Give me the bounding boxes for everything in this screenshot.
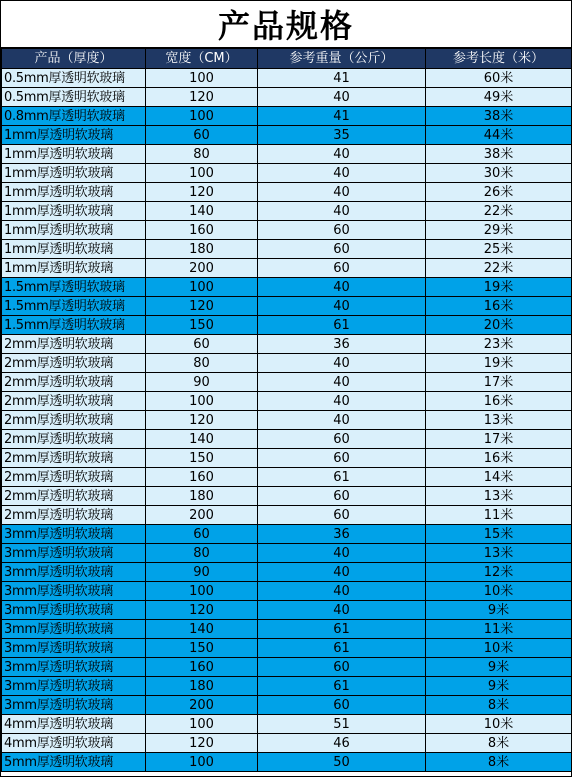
cell-weight: 60 bbox=[258, 658, 426, 677]
cell-length: 22米 bbox=[426, 202, 572, 221]
cell-width: 150 bbox=[146, 316, 258, 335]
cell-weight: 41 bbox=[258, 107, 426, 126]
cell-product: 2mm厚透明软玻璃 bbox=[2, 487, 146, 506]
table-row bbox=[2, 354, 572, 373]
cell-weight: 61 bbox=[258, 639, 426, 658]
cell-length: 16米 bbox=[426, 392, 572, 411]
cell-width: 140 bbox=[146, 202, 258, 221]
table-row bbox=[2, 107, 572, 126]
table-row bbox=[2, 392, 572, 411]
cell-weight: 61 bbox=[258, 620, 426, 639]
cell-product: 3mm厚透明软玻璃 bbox=[2, 525, 146, 544]
cell-width: 140 bbox=[146, 430, 258, 449]
cell-width: 180 bbox=[146, 240, 258, 259]
table-row bbox=[2, 221, 572, 240]
cell-product: 5mm厚透明软玻璃 bbox=[2, 753, 146, 772]
table-row bbox=[2, 202, 572, 221]
table-row bbox=[2, 601, 572, 620]
cell-product: 4mm厚透明软玻璃 bbox=[2, 734, 146, 753]
table-row bbox=[2, 145, 572, 164]
table-row bbox=[2, 506, 572, 525]
cell-width: 120 bbox=[146, 183, 258, 202]
cell-weight: 36 bbox=[258, 335, 426, 354]
cell-length: 16米 bbox=[426, 449, 572, 468]
cell-product: 2mm厚透明软玻璃 bbox=[2, 506, 146, 525]
cell-weight: 41 bbox=[258, 69, 426, 88]
header-row bbox=[2, 49, 572, 69]
cell-weight: 60 bbox=[258, 259, 426, 278]
cell-width: 160 bbox=[146, 468, 258, 487]
cell-product: 1mm厚透明软玻璃 bbox=[2, 145, 146, 164]
cell-length: 11米 bbox=[426, 506, 572, 525]
cell-weight: 60 bbox=[258, 696, 426, 715]
cell-length: 49米 bbox=[426, 88, 572, 107]
cell-width: 80 bbox=[146, 544, 258, 563]
cell-width: 160 bbox=[146, 221, 258, 240]
cell-product: 2mm厚透明软玻璃 bbox=[2, 430, 146, 449]
table-row bbox=[2, 278, 572, 297]
table-row bbox=[2, 487, 572, 506]
cell-length: 13米 bbox=[426, 544, 572, 563]
cell-weight: 40 bbox=[258, 202, 426, 221]
cell-product: 2mm厚透明软玻璃 bbox=[2, 468, 146, 487]
cell-weight: 40 bbox=[258, 354, 426, 373]
table-row bbox=[2, 164, 572, 183]
cell-width: 90 bbox=[146, 563, 258, 582]
header-width: 宽度（CM） bbox=[146, 49, 258, 69]
cell-weight: 40 bbox=[258, 601, 426, 620]
cell-length: 13米 bbox=[426, 487, 572, 506]
cell-weight: 40 bbox=[258, 278, 426, 297]
cell-width: 100 bbox=[146, 582, 258, 601]
cell-weight: 60 bbox=[258, 487, 426, 506]
cell-weight: 60 bbox=[258, 449, 426, 468]
table-row bbox=[2, 639, 572, 658]
table-row bbox=[2, 126, 572, 145]
cell-product: 1mm厚透明软玻璃 bbox=[2, 126, 146, 145]
cell-weight: 40 bbox=[258, 411, 426, 430]
cell-product: 2mm厚透明软玻璃 bbox=[2, 449, 146, 468]
cell-weight: 61 bbox=[258, 316, 426, 335]
cell-length: 8米 bbox=[426, 696, 572, 715]
table-row bbox=[2, 582, 572, 601]
cell-width: 120 bbox=[146, 601, 258, 620]
cell-weight: 40 bbox=[258, 544, 426, 563]
cell-width: 150 bbox=[146, 449, 258, 468]
cell-length: 14米 bbox=[426, 468, 572, 487]
cell-weight: 40 bbox=[258, 373, 426, 392]
table-row bbox=[2, 715, 572, 734]
cell-product: 2mm厚透明软玻璃 bbox=[2, 354, 146, 373]
table-row bbox=[2, 563, 572, 582]
cell-width: 60 bbox=[146, 335, 258, 354]
table-row bbox=[2, 620, 572, 639]
cell-product: 3mm厚透明软玻璃 bbox=[2, 582, 146, 601]
cell-width: 100 bbox=[146, 278, 258, 297]
cell-length: 9米 bbox=[426, 677, 572, 696]
cell-product: 3mm厚透明软玻璃 bbox=[2, 677, 146, 696]
cell-length: 15米 bbox=[426, 525, 572, 544]
cell-product: 3mm厚透明软玻璃 bbox=[2, 696, 146, 715]
table-row bbox=[2, 544, 572, 563]
table-row bbox=[2, 468, 572, 487]
cell-weight: 61 bbox=[258, 677, 426, 696]
header-length: 参考长度（米） bbox=[426, 49, 572, 69]
cell-length: 10米 bbox=[426, 639, 572, 658]
table-row bbox=[2, 525, 572, 544]
table-row bbox=[2, 734, 572, 753]
cell-product: 3mm厚透明软玻璃 bbox=[2, 563, 146, 582]
cell-weight: 51 bbox=[258, 715, 426, 734]
cell-product: 4mm厚透明软玻璃 bbox=[2, 715, 146, 734]
cell-width: 200 bbox=[146, 696, 258, 715]
cell-width: 100 bbox=[146, 164, 258, 183]
cell-weight: 40 bbox=[258, 145, 426, 164]
cell-length: 12米 bbox=[426, 563, 572, 582]
cell-width: 120 bbox=[146, 734, 258, 753]
table-row bbox=[2, 430, 572, 449]
cell-width: 80 bbox=[146, 354, 258, 373]
cell-length: 60米 bbox=[426, 69, 572, 88]
cell-length: 38米 bbox=[426, 145, 572, 164]
cell-length: 44米 bbox=[426, 126, 572, 145]
cell-width: 140 bbox=[146, 620, 258, 639]
cell-product: 1.5mm厚透明软玻璃 bbox=[2, 297, 146, 316]
cell-width: 200 bbox=[146, 259, 258, 278]
cell-length: 30米 bbox=[426, 164, 572, 183]
table-row bbox=[2, 316, 572, 335]
cell-width: 100 bbox=[146, 107, 258, 126]
cell-width: 180 bbox=[146, 487, 258, 506]
table-row bbox=[2, 335, 572, 354]
header-product: 产品（厚度） bbox=[2, 49, 146, 69]
cell-length: 26米 bbox=[426, 183, 572, 202]
cell-width: 120 bbox=[146, 297, 258, 316]
cell-length: 19米 bbox=[426, 354, 572, 373]
header-weight: 参考重量（公斤） bbox=[258, 49, 426, 69]
cell-length: 13米 bbox=[426, 411, 572, 430]
cell-width: 150 bbox=[146, 639, 258, 658]
table-row bbox=[2, 183, 572, 202]
cell-product: 2mm厚透明软玻璃 bbox=[2, 373, 146, 392]
spec-table bbox=[1, 48, 572, 772]
cell-length: 10米 bbox=[426, 582, 572, 601]
cell-length: 11米 bbox=[426, 620, 572, 639]
cell-length: 17米 bbox=[426, 430, 572, 449]
cell-product: 1mm厚透明软玻璃 bbox=[2, 240, 146, 259]
cell-length: 8米 bbox=[426, 734, 572, 753]
cell-product: 0.5mm厚透明软玻璃 bbox=[2, 88, 146, 107]
cell-weight: 40 bbox=[258, 183, 426, 202]
cell-product: 3mm厚透明软玻璃 bbox=[2, 544, 146, 563]
cell-product: 1mm厚透明软玻璃 bbox=[2, 164, 146, 183]
cell-length: 25米 bbox=[426, 240, 572, 259]
cell-length: 23米 bbox=[426, 335, 572, 354]
cell-product: 0.5mm厚透明软玻璃 bbox=[2, 69, 146, 88]
cell-length: 16米 bbox=[426, 297, 572, 316]
cell-product: 1mm厚透明软玻璃 bbox=[2, 221, 146, 240]
cell-product: 2mm厚透明软玻璃 bbox=[2, 392, 146, 411]
cell-weight: 60 bbox=[258, 240, 426, 259]
table-row bbox=[2, 753, 572, 772]
cell-product: 3mm厚透明软玻璃 bbox=[2, 601, 146, 620]
cell-length: 20米 bbox=[426, 316, 572, 335]
cell-weight: 40 bbox=[258, 563, 426, 582]
cell-length: 10米 bbox=[426, 715, 572, 734]
table-row bbox=[2, 240, 572, 259]
cell-weight: 50 bbox=[258, 753, 426, 772]
table-row bbox=[2, 658, 572, 677]
page-title: 产品规格 bbox=[1, 1, 571, 48]
cell-product: 2mm厚透明软玻璃 bbox=[2, 335, 146, 354]
cell-length: 29米 bbox=[426, 221, 572, 240]
cell-weight: 40 bbox=[258, 392, 426, 411]
cell-weight: 35 bbox=[258, 126, 426, 145]
table-row bbox=[2, 69, 572, 88]
cell-weight: 40 bbox=[258, 297, 426, 316]
cell-width: 100 bbox=[146, 392, 258, 411]
cell-width: 80 bbox=[146, 145, 258, 164]
cell-width: 100 bbox=[146, 753, 258, 772]
table-row bbox=[2, 449, 572, 468]
cell-weight: 40 bbox=[258, 164, 426, 183]
cell-product: 1mm厚透明软玻璃 bbox=[2, 183, 146, 202]
cell-width: 180 bbox=[146, 677, 258, 696]
table-row bbox=[2, 373, 572, 392]
cell-product: 3mm厚透明软玻璃 bbox=[2, 658, 146, 677]
cell-product: 3mm厚透明软玻璃 bbox=[2, 639, 146, 658]
table-row bbox=[2, 297, 572, 316]
cell-width: 60 bbox=[146, 126, 258, 145]
cell-weight: 40 bbox=[258, 88, 426, 107]
cell-length: 19米 bbox=[426, 278, 572, 297]
cell-width: 120 bbox=[146, 411, 258, 430]
cell-length: 9米 bbox=[426, 601, 572, 620]
cell-width: 100 bbox=[146, 715, 258, 734]
cell-product: 1.5mm厚透明软玻璃 bbox=[2, 316, 146, 335]
cell-weight: 60 bbox=[258, 430, 426, 449]
cell-product: 1.5mm厚透明软玻璃 bbox=[2, 278, 146, 297]
cell-width: 60 bbox=[146, 525, 258, 544]
cell-width: 90 bbox=[146, 373, 258, 392]
cell-weight: 60 bbox=[258, 506, 426, 525]
cell-width: 200 bbox=[146, 506, 258, 525]
cell-weight: 36 bbox=[258, 525, 426, 544]
cell-weight: 61 bbox=[258, 468, 426, 487]
cell-weight: 40 bbox=[258, 582, 426, 601]
table-row bbox=[2, 677, 572, 696]
cell-product: 1mm厚透明软玻璃 bbox=[2, 202, 146, 221]
cell-weight: 46 bbox=[258, 734, 426, 753]
cell-length: 8米 bbox=[426, 753, 572, 772]
cell-length: 9米 bbox=[426, 658, 572, 677]
cell-length: 17米 bbox=[426, 373, 572, 392]
cell-width: 120 bbox=[146, 88, 258, 107]
cell-width: 100 bbox=[146, 69, 258, 88]
table-row bbox=[2, 259, 572, 278]
table-row bbox=[2, 696, 572, 715]
cell-product: 2mm厚透明软玻璃 bbox=[2, 411, 146, 430]
cell-product: 0.8mm厚透明软玻璃 bbox=[2, 107, 146, 126]
cell-width: 160 bbox=[146, 658, 258, 677]
cell-weight: 60 bbox=[258, 221, 426, 240]
table-row bbox=[2, 411, 572, 430]
cell-length: 38米 bbox=[426, 107, 572, 126]
cell-product: 1mm厚透明软玻璃 bbox=[2, 259, 146, 278]
cell-product: 3mm厚透明软玻璃 bbox=[2, 620, 146, 639]
table-row bbox=[2, 88, 572, 107]
cell-length: 22米 bbox=[426, 259, 572, 278]
